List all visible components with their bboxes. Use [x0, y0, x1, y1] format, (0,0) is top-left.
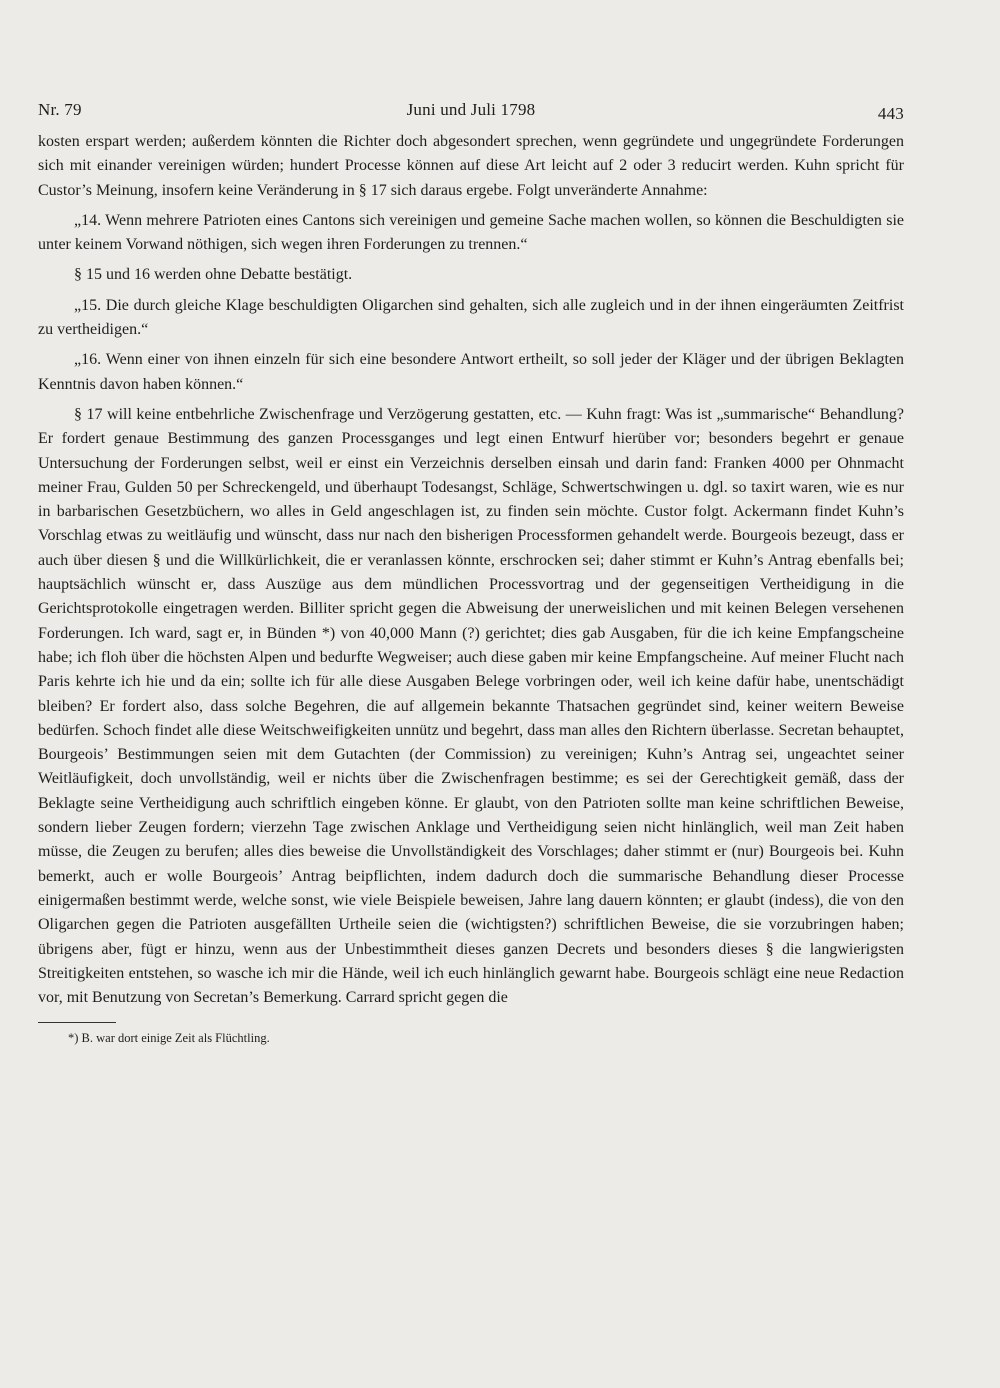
paragraph: § 15 und 16 werden ohne Debatte bestätigt.	[74, 266, 353, 284]
header-date: Juni und Juli 1798	[406, 100, 536, 119]
paragraph: § 17 will keine entbehrliche Zwischenfrage und Verzögerung gestatten, etc. — Kuhn fragt: Was ist „summarische“ Behandlung? Er fordert genaue Bestimmung des ganzen Processganges und legt einen Entwurf hierüber vor; besonders begehrt er genaue Untersuchung der Forderungen selbst, weil er einst ein Verzeichnis derselben einsah und darin fand: Franken 4000 per Ohnmacht meiner Frau, Gulden 50 per Schreckengeld, und überhaupt Todesangst, Schläge, Schwertschwingen u. dgl. so taxirt waren, wie es nur in barbarischen Gesetzbüchern, wo alles in Geld angeschlagen ist, zu finden sein möchte. Custor folgt. Ackermann findet Kuhn’s Vorschlag etwas zu weitläufig und wünscht, dass nur nach den bisherigen Processformen gehandelt werde. Bourgeois bezeugt, dass er auch über diesen § und die Willkürlichkeit, die er veranlassen könnte, erschrocken sei; daher stimmt er Kuhn’s Antrag ebenfalls bei; hauptsächlich wünscht er, dass Auszüge aus dem mündlichen Processvortrag und der gegenseitigen Vertheidigung in die Gerichtsprotokolle eingetragen werden. Billiter spricht gegen die Abweisung der unerweislichen und mit keinen Belegen versehenen Forderungen. Ich ward, sagt er, in Bünden *) von 40,000 Mann (?) gerichtet; dies gab Ausgaben, für die ich keine Empfangscheine habe; ich floh über die höchsten Alpen und bedurfte Wegweiser; auch diese gaben mir keine Empfangscheine. Auf meiner Flucht nach Paris kehrte ich hie und da ein; sollte ich für alle diese Ausgaben Belege vorbringen oder, weil ich keine dafür habe, unentschädigt bleiben? Er fordert also, dass solche Begehren, die auf allgemein bekannte Thatsachen gegründet sind, keiner weitern Beweise bedürfen. Schoch findet alle diese Weitschweifigkeiten unnütz und begehrt, dass man alles den Richtern überlasse. Secretan behauptet, Bourgeois’ Bestimmungen seien mit dem Gutachten (der Commission) zu vereinigen; Kuhn’s Antrag sei, ungeachtet seiner Weitläufigkeit, doch unvollständig, weil er nichts über die Zwischenfragen bestimme; es sei der Gerechtigkeit gemäß, dass der Beklagte seine Vertheidigung auch schriftlich eingeben könne. Er glaubt, von den Patrioten sollte man keine schriftlichen Beweise, sondern lieber Zeugen fordern; vierzehn Tage zwischen Anklage und Vertheidigung seien nicht hinlänglich, weil man Zeit haben müsse, die Zeugen zu berufen; alles dies beweise die Unvollständigkeit des Vorschlages; daher stimmt er (nur) Bourgeois bei. Kuhn bemerkt, auch er wolle Bourgeois’ Antrag beipflichten, indem dadurch doch die summarische Behandlung dieser Processe einigermaßen bestimmt werde, welche sonst, wie viele Beispiele beweisen, Jahre lang dauern könnten; er glaubt (indess), die von den Oligarchen gegen die Patrioten ausgefällten Urtheile seien die (wichtigsten?) schriftlichen Beweise, die sie vorzubringen haben; übrigens aber, fügt er hinzu, wenn aus der Unbestimmtheit dieses ganzen Decrets und besonders dieses § die langwierigsten Streitigkeiten entstehen, so wasche ich mir die Hände, weil ich euch hinlänglich gewarnt habe. Bourgeois schlägt eine neue Redaction vor, mit Benutzung von Secretan’s Bemerkung. Carrard spricht gegen die	[38, 405, 904, 1007]
paragraph: „14. Wenn mehrere Patrioten eines Cantons sich vereinigen und gemeine Sache machen wollen, so können die Beschuldigten sie unter keinem Vorwand nöthigen, sich wegen ihren Forderungen zu trennen.“	[38, 211, 904, 254]
document-page	[38, 100, 904, 1047]
paragraph: „15. Die durch gleiche Klage beschuldigten Oligarchen sind gehalten, sich alle zugleich und in der ihnen eingeräumten Zeitfrist zu vertheidigen.“	[38, 296, 904, 339]
footnote-divider	[38, 1022, 116, 1023]
page-number: 443	[877, 104, 904, 123]
running-header	[38, 100, 904, 130]
paragraph: „16. Wenn einer von ihnen einzeln für sich eine besondere Antwort ertheilt, so soll jeder der Kläger und der übrigen Beklagten Kenntnis davon haben können.“	[38, 351, 904, 393]
footnote: *) B. war dort einige Zeit als Flüchtling.	[68, 1031, 270, 1046]
paragraph: kosten erspart werden; außerdem könnten die Richter doch abgesondert sprechen, wenn gegründete und ungegründete Forderungen sich mit einander vereinigen würden; hundert Processe können auf diese Art leicht auf 2 oder 3 reducirt werden. Kuhn spricht für Custor’s Meinung, insofern keine Veränderung in § 17 sich daraus ergebe. Folgt unveränderte Annahme:	[38, 133, 904, 199]
document-number: Nr. 79	[38, 100, 82, 119]
body-text	[38, 130, 904, 1010]
